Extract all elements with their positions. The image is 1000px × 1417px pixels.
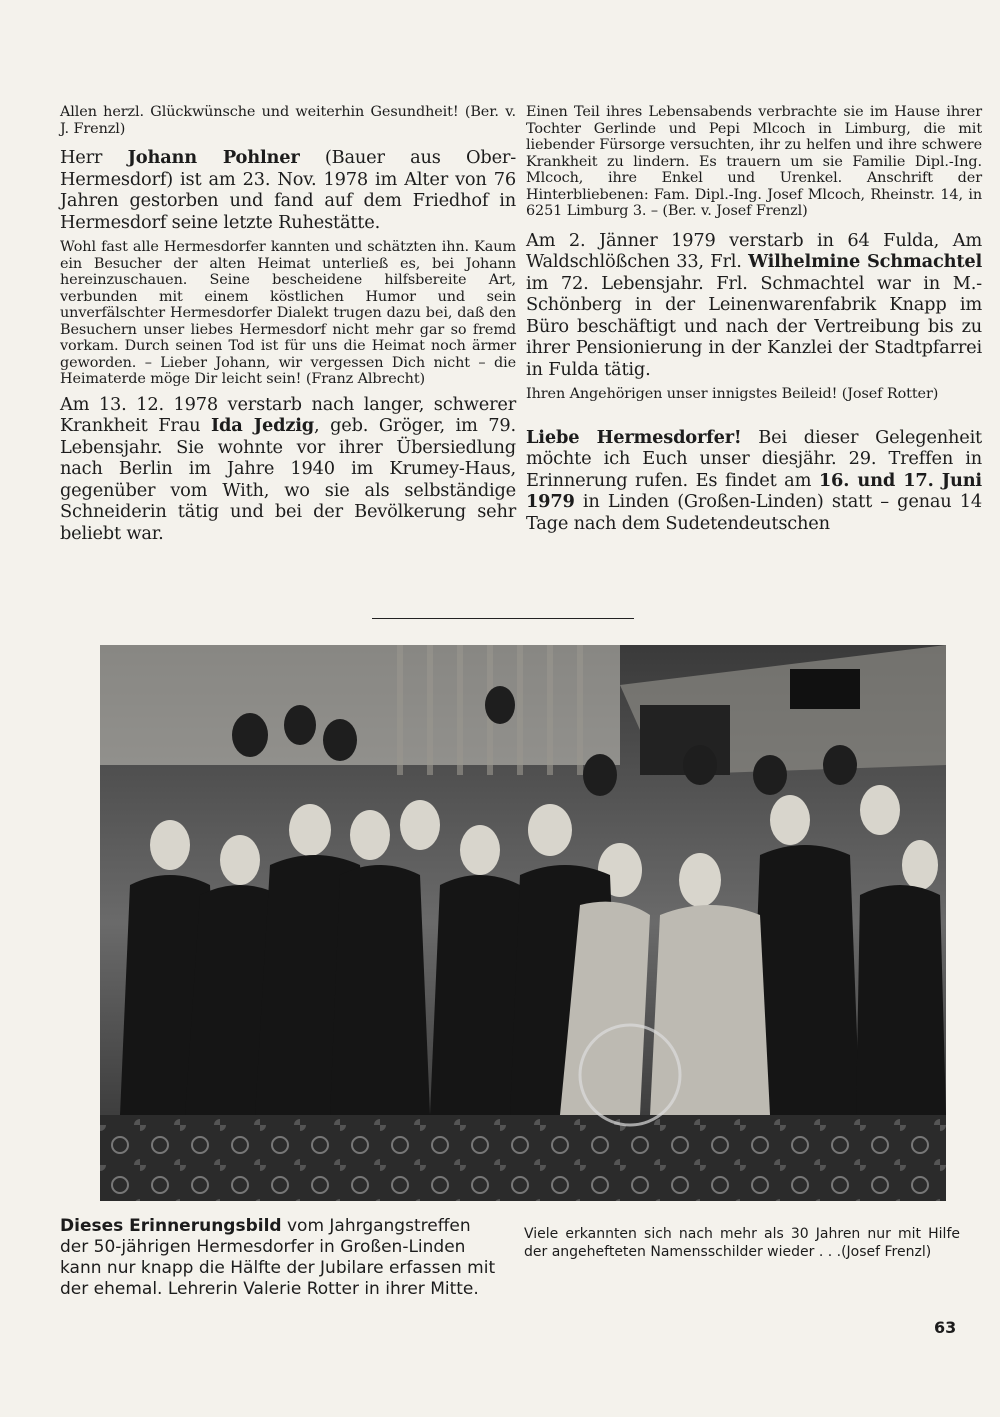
group-photo-illustration bbox=[100, 645, 946, 1201]
right-column bbox=[526, 104, 982, 534]
page-number: 63 bbox=[934, 1318, 957, 1337]
name-pohlner: Johann Pohlner bbox=[127, 147, 300, 168]
condolence-schmachtel: Ihren Angehörigen unser innigstes Beileid! (Josef Rotter) bbox=[526, 386, 939, 402]
photo-caption-right: Viele erkannten sich nach mehr als 30 Jahren nur mit Hilfe der angehefteten Namensschilder wieder . . .(Josef Frenzl) bbox=[524, 1226, 960, 1260]
obituary-pohlner: Herr Johann Pohlner (Bauer aus Ober-Hermesdorf) ist am 23. Nov. 1978 im Alter von 76 Jahren gestorben und fand auf dem Friedhof in Hermesdorf seine letzte Ruhestätte. bbox=[60, 147, 517, 233]
caption-lead: Dieses Erinnerungsbild bbox=[60, 1216, 282, 1236]
greeting-paragraph: Allen herzl. Glückwünsche und weiterhin Gesundheit! (Ber. v. J. Frenzl) bbox=[60, 104, 516, 137]
section-divider bbox=[372, 618, 634, 619]
meeting-announcement: Liebe Hermesdorfer! Bei dieser Gelegenheit möchte ich Euch unser diesjähr. 29. Treffen in Erinnerung rufen. Es findet am 16. und 17. Juni 1979 in Linden (Großen-Linden) statt – genau 14 Tage nach dem Sudetendeutschen bbox=[526, 426, 983, 534]
tribute-pohlner: Wohl fast alle Hermesdorfer kannten und schätzten ihn. Kaum ein Besucher der alten Heimat unterließ es, bei Johann hereinzuschauen. Seine bescheidene hilfsbereite Art, verbunden mit einem köstlichen Humor und sein unverfälschter Hermesdorfer Dialekt trugen dazu bei, daß den Besuchern unser liebes Hermesdorf nicht mehr gar so fremd vorkam. Durch seinen Tod ist für uns die Heimat noch ärmer geworden. – Lieber Johann, wir vergessen Dich nicht – die Heimaterde möge Dir leicht sein! (Franz Albrecht) bbox=[60, 239, 516, 387]
name-jedzig: Ida Jedzig bbox=[210, 415, 315, 436]
jedzig-continued: Einen Teil ihres Lebensabends verbrachte sie im Hause ihrer Tochter Gerlinde und Pepi Mlcoch in Limburg, die mit liebender Fürsorge versuchten, ihr zu helfen und ihre schwere Krankheit zu lindern. Es trauern um sie Familie Dipl.-Ing. Mlcoch, ihre Enkel und Urenkel. Anschrift der Hinterbliebenen: Fam. Dipl.-Ing. Josef Mlcoch, Rheinstr. 14, in 6251 Limburg 3. – (Ber. v. Josef Frenzl) bbox=[526, 104, 982, 219]
obituary-jedzig: Am 13. 12. 1978 verstarb nach langer, schwerer Krankheit Frau Ida Jedzig, geb. Gröger, im 79. Lebensjahr. Sie wohnte vor ihrer Übersiedlung nach Berlin im Jahre 1940 im Krumey-Haus, gegenüber vom With, wo sie als selbständige Schneiderin tätig und bei der Bevölkerung sehr beliebt war. bbox=[60, 393, 516, 544]
obituary-schmachtel: Am 2. Jänner 1979 verstarb in 64 Fulda, Am Waldschlößchen 33, Frl. Wilhelmine Schmachtel im 72. Lebensjahr. Frl. Schmachtel war in M.-Schönberg in der Leinenwarenfabrik Knapp im Büro beschäftigt und nach der Vertreibung bis zu ihrer Pensionierung in der Kanzlei der Stadtpfarrei in Fulda tätig. bbox=[526, 229, 983, 380]
group-photo bbox=[100, 645, 946, 1201]
name-schmachtel: Wilhelmine Schmachtel bbox=[748, 251, 983, 272]
meeting-date: 16. und 17. Juni 1979 bbox=[526, 469, 982, 512]
announcement-lead: Liebe Hermesdorfer! bbox=[526, 426, 742, 448]
left-column bbox=[60, 104, 516, 544]
photo-caption-left: Dieses Erinnerungsbild vom Jahrgangstreffen der 50-jährigen Hermesdorfer in Großen-Linden kann nur knapp die Hälfte der Jubilare erfassen mit der ehemal. Lehrerin Valerie Rotter in ihrer Mitte. bbox=[60, 1216, 496, 1299]
